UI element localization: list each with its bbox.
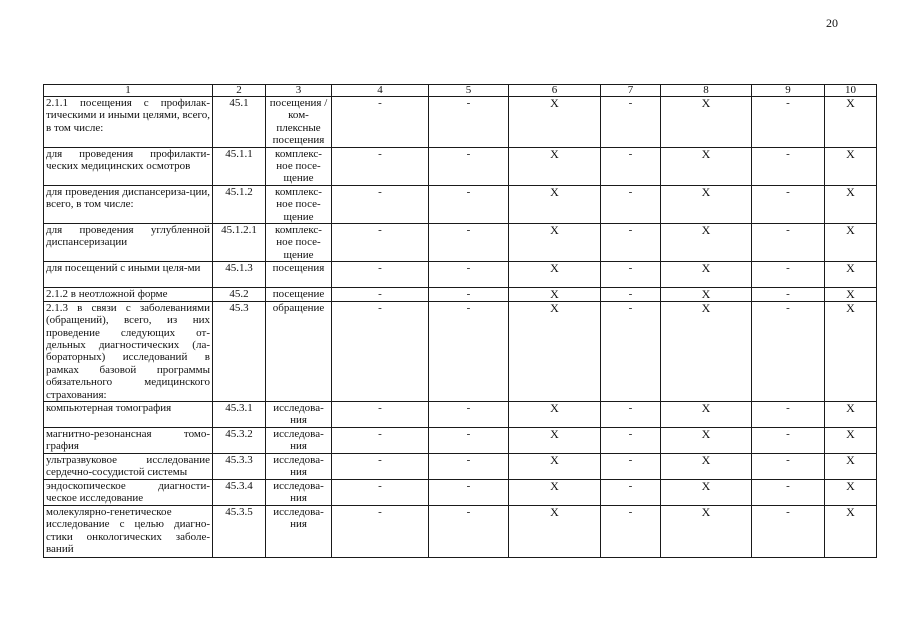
column-header: 4: [332, 85, 429, 97]
row-value: -: [601, 224, 661, 262]
row-value: -: [429, 479, 509, 505]
row-value: -: [429, 224, 509, 262]
row-label: для проведения профилакти-ческих медицинских осмотров: [44, 147, 213, 185]
row-value: -: [601, 479, 661, 505]
row-value: -: [332, 262, 429, 288]
row-label: 2.1.3 в связи с заболеваниями (обращений), всего, из них проведение следующих от-дельных диагностических (ла-бораторных) исследований в рамках базовой программы обязательного медицинского страхования:: [44, 301, 213, 401]
row-value: -: [332, 453, 429, 479]
row-value: -: [332, 147, 429, 185]
row-value: -: [332, 427, 429, 453]
column-header: 9: [752, 85, 825, 97]
row-value: X: [661, 288, 752, 301]
table-row: [44, 301, 877, 401]
table-row: [44, 185, 877, 223]
row-value: -: [601, 301, 661, 401]
column-header: 8: [661, 85, 752, 97]
row-value: -: [752, 185, 825, 223]
row-unit: посещение: [266, 288, 332, 301]
row-value: X: [825, 262, 877, 288]
column-header: 7: [601, 85, 661, 97]
row-value: X: [661, 185, 752, 223]
column-header: 6: [509, 85, 601, 97]
row-value: X: [509, 427, 601, 453]
row-value: -: [332, 479, 429, 505]
row-value: X: [661, 224, 752, 262]
row-value: -: [332, 505, 429, 557]
row-value: X: [509, 401, 601, 427]
row-value: -: [332, 185, 429, 223]
table-row: [44, 288, 877, 301]
row-value: X: [825, 505, 877, 557]
row-value: X: [825, 185, 877, 223]
row-value: X: [825, 401, 877, 427]
row-value: -: [752, 224, 825, 262]
row-value: X: [661, 427, 752, 453]
table-row: [44, 479, 877, 505]
column-header: 2: [213, 85, 266, 97]
row-value: X: [509, 301, 601, 401]
row-value: X: [509, 147, 601, 185]
row-value: -: [601, 97, 661, 148]
row-value: X: [509, 453, 601, 479]
row-value: -: [601, 505, 661, 557]
row-value: -: [601, 185, 661, 223]
row-value: -: [429, 288, 509, 301]
row-label: молекулярно-генетическое исследование с целью диагно-стики онкологических заболе-ваний: [44, 505, 213, 557]
row-unit: исследова-ния: [266, 401, 332, 427]
row-unit: обращение: [266, 301, 332, 401]
row-code: 45.1.3: [213, 262, 266, 288]
row-value: -: [332, 224, 429, 262]
row-value: X: [509, 262, 601, 288]
table-row: [44, 147, 877, 185]
row-value: -: [332, 301, 429, 401]
row-value: X: [825, 97, 877, 148]
row-code: 45.3: [213, 301, 266, 401]
row-value: X: [661, 147, 752, 185]
row-value: X: [509, 185, 601, 223]
row-label: компьютерная томография: [44, 401, 213, 427]
row-code: 45.1.2: [213, 185, 266, 223]
row-value: X: [825, 147, 877, 185]
row-value: -: [332, 97, 429, 148]
row-value: X: [661, 453, 752, 479]
row-value: X: [509, 224, 601, 262]
row-code: 45.3.4: [213, 479, 266, 505]
row-value: -: [429, 301, 509, 401]
row-code: 45.3.3: [213, 453, 266, 479]
row-label: магнитно-резонансная томо-графия: [44, 427, 213, 453]
row-code: 45.1.1: [213, 147, 266, 185]
row-value: X: [661, 262, 752, 288]
row-code: 45.3.5: [213, 505, 266, 557]
row-value: X: [825, 479, 877, 505]
row-label: для посещений с иными целя-ми: [44, 262, 213, 288]
column-header: 5: [429, 85, 509, 97]
row-unit: исследова-ния: [266, 505, 332, 557]
row-value: -: [332, 401, 429, 427]
row-value: X: [825, 288, 877, 301]
row-code: 45.3.1: [213, 401, 266, 427]
row-value: X: [825, 453, 877, 479]
row-unit: комплекс-ное посе-щение: [266, 147, 332, 185]
table-row: [44, 505, 877, 557]
row-value: -: [332, 288, 429, 301]
row-value: X: [661, 97, 752, 148]
row-value: -: [601, 401, 661, 427]
row-value: -: [752, 453, 825, 479]
row-code: 45.1.2.1: [213, 224, 266, 262]
table-body: [44, 97, 877, 558]
row-value: -: [752, 288, 825, 301]
row-value: -: [752, 97, 825, 148]
row-value: X: [661, 505, 752, 557]
row-value: -: [601, 288, 661, 301]
table-row: [44, 401, 877, 427]
row-value: -: [601, 453, 661, 479]
table-row: [44, 224, 877, 262]
page-number: 20: [826, 16, 838, 30]
row-value: -: [752, 505, 825, 557]
row-code: 45.3.2: [213, 427, 266, 453]
column-header: 1: [44, 85, 213, 97]
row-value: -: [429, 185, 509, 223]
row-label: эндоскопическое диагности-ческое исследование: [44, 479, 213, 505]
row-label: 2.1.1 посещения с профилак-тическими и иными целями, всего, в том числе:: [44, 97, 213, 148]
row-label: 2.1.2 в неотложной форме: [44, 288, 213, 301]
row-value: -: [601, 147, 661, 185]
row-value: -: [752, 262, 825, 288]
row-code: 45.2: [213, 288, 266, 301]
table-row: [44, 453, 877, 479]
row-value: -: [429, 505, 509, 557]
row-unit: исследова-ния: [266, 427, 332, 453]
row-unit: комплекс-ное посе-щение: [266, 224, 332, 262]
row-value: -: [752, 301, 825, 401]
row-value: X: [509, 288, 601, 301]
column-header: 3: [266, 85, 332, 97]
row-value: X: [825, 427, 877, 453]
row-value: -: [601, 427, 661, 453]
row-code: 45.1: [213, 97, 266, 148]
row-value: X: [509, 505, 601, 557]
row-label: для проведения диспансериза-ции, всего, в том числе:: [44, 185, 213, 223]
row-value: -: [429, 97, 509, 148]
row-label: для проведения углубленной диспансеризации: [44, 224, 213, 262]
row-value: -: [752, 147, 825, 185]
row-value: X: [825, 224, 877, 262]
row-label: ультразвуковое исследование сердечно-сосудистой системы: [44, 453, 213, 479]
column-header: 10: [825, 85, 877, 97]
row-value: X: [825, 301, 877, 401]
row-value: X: [661, 301, 752, 401]
row-unit: комплекс-ное посе-щение: [266, 185, 332, 223]
row-value: X: [509, 97, 601, 148]
data-table: [43, 84, 877, 558]
row-value: X: [661, 479, 752, 505]
row-value: -: [429, 147, 509, 185]
row-value: -: [429, 262, 509, 288]
row-value: X: [661, 401, 752, 427]
row-value: -: [429, 401, 509, 427]
row-value: -: [752, 479, 825, 505]
row-unit: исследова-ния: [266, 453, 332, 479]
row-value: -: [429, 453, 509, 479]
table-row: [44, 262, 877, 288]
row-unit: посещения: [266, 262, 332, 288]
row-value: -: [429, 427, 509, 453]
column-number-row: [44, 85, 877, 97]
row-value: X: [509, 479, 601, 505]
row-value: -: [752, 427, 825, 453]
row-value: -: [601, 262, 661, 288]
row-value: -: [752, 401, 825, 427]
table-row: [44, 427, 877, 453]
row-unit: посещения / ком-плексные посещения: [266, 97, 332, 148]
row-unit: исследова-ния: [266, 479, 332, 505]
table-row: [44, 97, 877, 148]
